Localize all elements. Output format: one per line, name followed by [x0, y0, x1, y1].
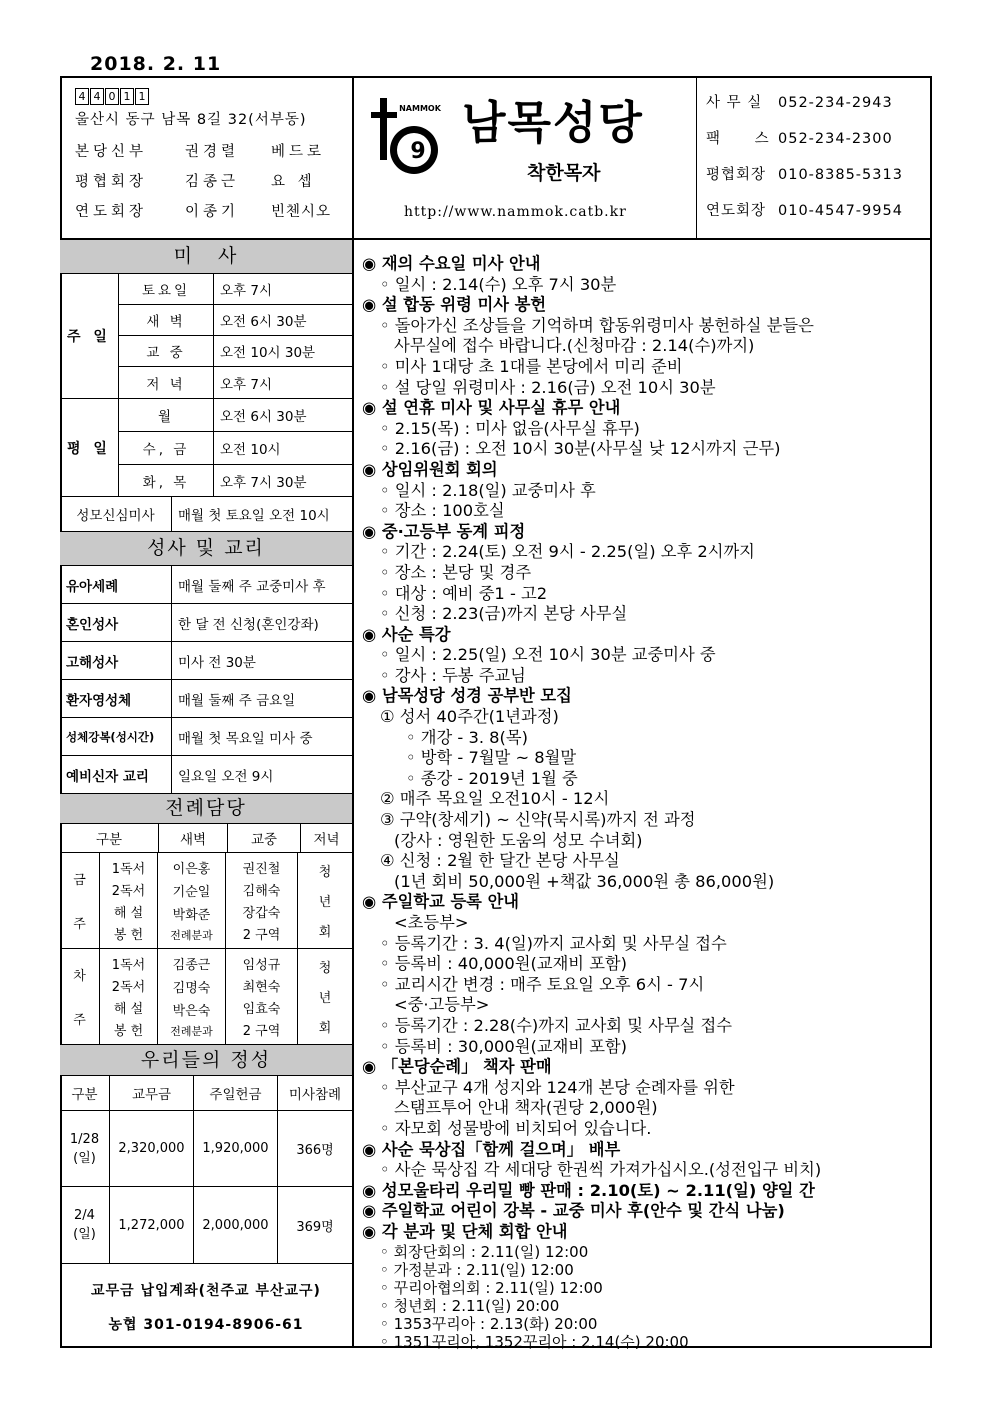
notice-line: ◦ 꾸리아협의회 : 2.11(일) 12:00: [362, 1279, 924, 1297]
sunday-label: 주 일: [60, 274, 119, 398]
mass-row: 토요일 오후 7시: [119, 274, 352, 305]
mass-row: 교 중 오전 10시 30분: [119, 336, 352, 367]
notice-line: 사무실에 접수 바랍니다.(신청마감 : 2.14(수)까지): [394, 336, 755, 356]
notice-line: ◦ 등록기간 : 3. 4(일)까지 교사회 및 사무실 접수: [362, 934, 924, 955]
notice-heading: ◉ 「본당순례」 책자 판매: [362, 1057, 924, 1078]
column-divider: [352, 76, 354, 1348]
notice-line: (강사 : 영원한 도움의 성모 수녀회): [394, 830, 643, 850]
weekday-mass-group: [60, 399, 352, 497]
sacrament-row: 예비신자 교리 일요일 오전 9시: [60, 756, 352, 794]
address: 울산시 동구 남목 8길 32(서부동): [75, 112, 307, 128]
notice-line: ① 성서 40주간(1년과정): [380, 707, 559, 727]
notice-line: ◦ 2.15(목) : 미사 없음(사무실 휴무): [362, 419, 924, 440]
notice-line: ◦ 방학 - 7월말 ~ 8월말: [362, 748, 924, 769]
mass-row: 새 벽 오전 6시 30분: [119, 305, 352, 336]
postal-digit: 1: [120, 88, 134, 105]
staff-line: 본당신부 권경렬 베드로: [75, 144, 326, 160]
notice-line: ◦ 1353꾸리아 : 2.13(화) 20:00: [362, 1315, 924, 1333]
notice-line: ③ 구약(창세기) ~ 신약(묵시록)까지 전 과정: [380, 810, 696, 830]
postal-digit: 0: [105, 88, 119, 105]
notice-line: ◦ 1351꾸리아, 1352꾸리아 : 2.14(수) 20:00: [362, 1333, 924, 1351]
notice-line: ◦ 가정분과 : 2.11(일) 12:00: [362, 1261, 924, 1279]
liturgy-title: 전례담당: [60, 794, 352, 824]
offerings-title: 우리들의 정성: [60, 1045, 352, 1076]
contact-row: 평협회장 010-8385-5313: [706, 167, 903, 183]
postal-code: [75, 88, 350, 105]
website-link[interactable]: http://www.nammok.catb.kr: [404, 204, 627, 220]
church-info: [75, 88, 350, 227]
sacrament-row: 유아세례 매월 둘째 주 교중미사 후: [60, 566, 352, 604]
notice-line: ◦ 일시 : 2.14(수) 오후 7시 30분: [362, 275, 924, 296]
mass-row: 수, 금 오전 10시: [119, 432, 352, 465]
church-logo-icon: [368, 98, 456, 178]
contacts-list: [706, 92, 903, 236]
notice-line: ◦ 장소 : 100호실: [362, 501, 924, 522]
offering-row: 1/28 (일) 2,320,000 1,920,000 366명: [60, 1111, 352, 1187]
mass-row: 월 오전 6시 30분: [119, 399, 352, 432]
liturgy-header: 구분 새벽 교중 저녁: [60, 824, 352, 853]
account-info: [60, 1264, 352, 1350]
notice-line: ◦ 기간 : 2.24(토) 오전 9시 - 2.25(일) 오후 2시까지: [362, 542, 924, 563]
contact-row: 연도회장 010-4547-9954: [706, 203, 903, 219]
postal-digit: 4: [90, 88, 104, 105]
contact-row: 사 무 실 052-234-2943: [706, 95, 893, 111]
liturgy-block: 차 주 1독서 2독서 해 설 봉 헌 김종근 김명숙 박은숙 전례분과 임성규 최현숙 임효숙 2 구역 청 년 회: [60, 949, 352, 1045]
church-name: 남목성당: [462, 96, 644, 149]
notice-line: ◦ 자모회 성물방에 비치되어 있습니다.: [362, 1119, 924, 1140]
notice-line: ◦ 신청 : 2.23(금)까지 본당 사무실: [362, 604, 924, 625]
notice-heading: ◉ 성모울타리 우리밀 빵 판매 : 2.10(토) ~ 2.11(일) 양일 간: [362, 1181, 924, 1202]
notice-line: ◦ 종강 - 2019년 1월 중: [362, 769, 924, 790]
contacts-divider: [696, 76, 697, 238]
postal-digit: 4: [75, 88, 89, 105]
mass-row: 저 녁 오후 7시: [119, 367, 352, 398]
account-number: 농협 301-0194-8906-61: [108, 1317, 304, 1333]
notice-line: <초등부>: [394, 913, 469, 932]
notice-line: ② 매주 목요일 오전10시 - 12시: [380, 789, 610, 809]
church-motto: 착한목자: [527, 162, 601, 184]
notice-line: ◦ 개강 - 3. 8(목): [362, 728, 924, 749]
notice-line: ◦ 대상 : 예비 중1 - 고2: [362, 584, 924, 605]
notice-line: ◦ 등록비 : 30,000원(교재비 포함): [362, 1037, 924, 1058]
bulletin-date: 2018. 2. 11: [90, 53, 222, 75]
notice-heading: ◉ 설 합동 위령 미사 봉헌: [362, 295, 924, 316]
sacrament-row: 고해성사 미사 전 30분: [60, 642, 352, 680]
notice-heading: ◉ 주일학교 어린이 강복 - 교중 미사 후(안수 및 간식 나눔): [362, 1201, 924, 1222]
notice-heading: ◉ 설 연휴 미사 및 사무실 휴무 안내: [362, 398, 924, 419]
notice-heading: ◉ 상임위원회 회의: [362, 460, 924, 481]
svg-text:NAMMOK: NAMMOK: [399, 104, 441, 113]
notice-line: ◦ 등록기간 : 2.28(수)까지 교사회 및 사무실 접수: [362, 1016, 924, 1037]
sacrament-row: 혼인성사 한 달 전 신청(혼인강좌): [60, 604, 352, 642]
offerings-header: 구분 교무금 주일헌금 미사참례: [60, 1076, 352, 1111]
staff-line: 평협회장 김종근 요 셉: [75, 174, 316, 190]
sacrament-row: 환자영성체 매월 둘째 주 금요일: [60, 680, 352, 718]
notice-heading: ◉ 각 분과 및 단체 회합 안내: [362, 1222, 924, 1243]
notice-line: ◦ 미사 1대당 초 1대를 본당에서 미리 준비: [362, 357, 924, 378]
staff-line: 연도회장 이종기 빈첸시오: [75, 204, 332, 220]
notice-line: ◦ 설 당일 위령미사 : 2.16(금) 오전 10시 30분: [362, 378, 924, 399]
notices-column: [362, 254, 924, 1351]
contact-row: 팩 스 052-234-2300: [706, 131, 893, 147]
notice-line: (1년 회비 50,000원 +책값 36,000원 총 86,000원): [394, 871, 775, 891]
notice-line: ◦ 회장단회의 : 2.11(일) 12:00: [362, 1243, 924, 1261]
offering-row: 2/4 (일) 1,272,000 2,000,000 369명: [60, 1187, 352, 1264]
notice-heading: ◉ 사순 묵상집「함께 걸으며」 배부: [362, 1140, 924, 1161]
notice-heading: ◉ 사순 특강: [362, 625, 924, 646]
svg-text:9: 9: [410, 139, 426, 164]
account-title: 교무금 납입계좌(천주교 부산교구): [91, 1283, 321, 1299]
sunday-mass-group: [60, 274, 352, 399]
notice-line: ◦ 사순 묵상집 각 세대당 한권씩 가져가십시오.(성전입구 비치): [362, 1160, 924, 1181]
mass-title: 미 사: [60, 240, 352, 274]
sacraments-title: 성사 및 교리: [60, 532, 352, 566]
notice-heading: ◉ 중·고등부 동계 피정: [362, 522, 924, 543]
left-column: [60, 240, 352, 1350]
sacrament-row: 성체강복(성시간) 매월 첫 목요일 미사 중: [60, 718, 352, 756]
notice-line: ◦ 2.16(금) : 오전 10시 30분(사무실 낮 12시까지 근무): [362, 439, 924, 460]
liturgy-block: 금 주 1독서 2독서 해 설 봉 헌 이은홍 기순일 박화준 전례분과 권진철 김해숙 장갑숙 2 구역 청 년 회: [60, 853, 352, 949]
notice-heading: ◉ 주일학교 등록 안내: [362, 892, 924, 913]
notice-line: ◦ 등록비 : 40,000원(교재비 포함): [362, 954, 924, 975]
notice-line: ◦ 부산교구 4개 성지와 124개 본당 순례자를 위한: [362, 1078, 924, 1099]
notice-line: ◦ 일시 : 2.18(일) 교중미사 후: [362, 481, 924, 502]
notice-line: ◦ 장소 : 본당 및 경주: [362, 563, 924, 584]
notice-line: ④ 신청 : 2월 한 달간 본당 사무실: [380, 851, 620, 871]
notice-line: ◦ 강사 : 두봉 주교님: [362, 666, 924, 687]
notice-line: <중·고등부>: [394, 995, 490, 1015]
postal-digit: 1: [135, 88, 149, 105]
church-header: [362, 86, 692, 236]
notice-line: ◦ 청년회 : 2.11(일) 20:00: [362, 1297, 924, 1315]
special-mass-row: 성모신심미사 매월 첫 토요일 오전 10시: [60, 497, 352, 532]
weekday-label: 평 일: [60, 399, 119, 496]
notice-heading: ◉ 재의 수요일 미사 안내: [362, 254, 924, 275]
notice-line: ◦ 교리시간 변경 : 매주 토요일 오후 6시 - 7시: [362, 975, 924, 996]
notice-heading: ◉ 남목성당 성경 공부반 모집: [362, 686, 924, 707]
mass-row: 화, 목 오후 7시 30분: [119, 465, 352, 497]
notice-line: ◦ 돌아가신 조상들을 기억하며 합동위령미사 봉헌하실 분들은: [362, 316, 924, 337]
notice-line: 스탬프투어 안내 책자(권당 2,000원): [394, 1098, 658, 1118]
notice-line: ◦ 일시 : 2.25(일) 오전 10시 30분 교중미사 중: [362, 645, 924, 666]
sacraments-table: [60, 566, 352, 794]
